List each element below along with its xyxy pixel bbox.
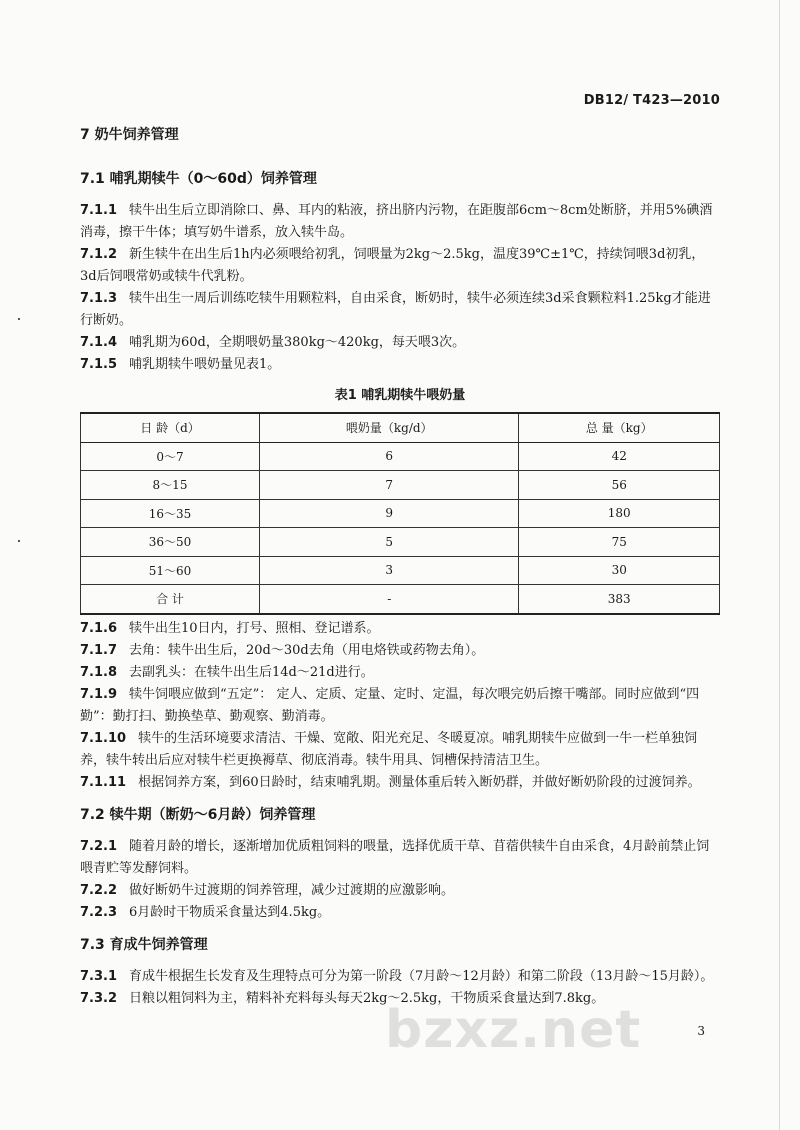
table-row [81, 528, 720, 557]
clause-number: 7.1.11 [80, 774, 127, 790]
clause-text: 去角：犊牛出生后，20d～30d去角（用电烙铁或药物去角）。 [129, 642, 485, 658]
milk-feeding-table [80, 412, 720, 615]
scan-speck [18, 318, 20, 320]
clause [80, 902, 720, 924]
clause-number: 7.2.3 [80, 904, 118, 920]
cell-age: 51～60 [81, 556, 260, 585]
table-row [81, 442, 720, 471]
cell-daily-milk: 7 [260, 471, 519, 500]
clause-text: 根据饲养方案，到60日龄时，结束哺乳期。测量体重后转入断奶群，并做好断奶阶段的过渡饲养。 [138, 774, 701, 790]
clause [80, 618, 720, 640]
clause [80, 662, 720, 684]
clause-number: 7.1.3 [80, 291, 118, 306]
cell-age: 36～50 [81, 528, 260, 557]
page-number: 3 [697, 1024, 705, 1038]
clause-number: 7.1.2 [80, 247, 118, 262]
clause-text: 育成牛根据生长发育及生理特点可分为第一阶段（7月龄～12月龄）和第二阶段（13月龄～15月龄）。 [129, 968, 714, 984]
scan-speck [18, 540, 20, 542]
clause-number: 7.1.1 [80, 203, 118, 218]
clause-number: 7.1.4 [80, 335, 118, 350]
cell-age: 16～35 [81, 499, 260, 528]
table-row [81, 499, 720, 528]
clause-text: 犊牛饲喂应做到“五定”： 定人、定质、定量、定时、定温，每次喂完奶后擦干嘴部。同时应做到“四勤”：勤打扫、勤换垫草、勤观察、勤消毒。 [80, 686, 700, 724]
clause-text: 哺乳期犊牛喂奶量见表1。 [129, 357, 281, 372]
clause-text: 做好断奶牛过渡期的饲养管理，减少过渡期的应激影响。 [129, 882, 455, 898]
clause [80, 836, 720, 880]
clause-text: 新生犊牛在出生后1h内必须喂给初乳，饲喂量为2kg～2.5kg，温度39℃±1℃，持续饲喂3d初乳，3d后饲喂常奶或犊牛代乳粉。 [80, 247, 705, 284]
clause-text: 日粮以粗饲料为主，精料补充料每头每天2kg～2.5kg，干物质采食量达到7.8kg。 [129, 990, 605, 1006]
clause-number: 7.1.10 [80, 730, 127, 746]
clause-number: 7.1.8 [80, 664, 118, 680]
clause [80, 640, 720, 662]
clause [80, 966, 720, 988]
clause [80, 354, 720, 376]
clause-number: 7.2.1 [80, 838, 118, 854]
cell-total: 383 [519, 585, 720, 614]
section-7-1-title: 7.1 哺乳期犊牛（0～60d）饲养管理 [80, 171, 317, 187]
cell-age: 0～7 [81, 442, 260, 471]
site-watermark: bzxz.net [385, 1000, 642, 1060]
cell-daily-milk: 9 [260, 499, 519, 528]
section-7-title: 7 奶牛饲养管理 [80, 127, 179, 143]
page-body [80, 124, 720, 1010]
scan-edge [779, 0, 780, 1130]
clause-number: 7.3.2 [80, 990, 118, 1006]
table-row [81, 471, 720, 500]
cell-total: 56 [519, 471, 720, 500]
section-7-1-items-continued [80, 618, 720, 794]
clause [80, 200, 720, 244]
table-1-title: 表1 哺乳期犊牛喂奶量 [334, 388, 466, 403]
table-total-row [81, 585, 720, 614]
clause [80, 684, 720, 728]
clause-text: 6月龄时干物质采食量达到4.5kg。 [129, 904, 331, 920]
clause-text: 随着月龄的增长，逐渐增加优质粗饲料的喂量，选择优质干草、苜蓿供犊牛自由采食，4月龄前禁止饲喂青贮等发酵饲料。 [80, 838, 710, 876]
clause [80, 772, 720, 794]
clause-number: 7.1.7 [80, 642, 118, 658]
clause [80, 332, 720, 354]
cell-total: 30 [519, 556, 720, 585]
header-age: 日 龄（d） [81, 413, 260, 442]
cell-total: 180 [519, 499, 720, 528]
section-7-2-title: 7.2 犊牛期（断奶～6月龄）饲养管理 [80, 806, 316, 823]
section-7-1-items [80, 200, 720, 376]
cell-age: 合 计 [81, 585, 260, 614]
section-7-2-items [80, 836, 720, 924]
cell-total: 42 [519, 442, 720, 471]
cell-daily-milk: 6 [260, 442, 519, 471]
cell-age: 8～15 [81, 471, 260, 500]
clause-text: 犊牛出生一周后训练吃犊牛用颗粒料，自由采食，断奶时，犊牛必须连续3d采食颗粒料1.25kg才能进行断奶。 [80, 291, 711, 328]
clause-text: 犊牛的生活环境要求清洁、干燥、宽敞、阳光充足、冬暖夏凉。哺乳期犊牛应做到一牛一栏单独饲养，犊牛转出后应对犊牛栏更换褥草、彻底消毒。犊牛用具、饲槽保持清洁卫生。 [80, 730, 698, 768]
clause-number: 7.1.5 [80, 357, 118, 372]
clause-number: 7.1.9 [80, 686, 118, 702]
clause-number: 7.1.6 [80, 620, 118, 636]
cell-daily-milk: 5 [260, 528, 519, 557]
clause [80, 880, 720, 902]
section-7-3-title: 7.3 育成牛饲养管理 [80, 936, 208, 953]
clause-text: 哺乳期为60d，全期喂奶量380kg～420kg，每天喂3次。 [129, 335, 466, 350]
clause-number: 7.3.1 [80, 968, 118, 984]
clause-text: 犊牛出生后立即消除口、鼻、耳内的粘液，挤出脐内污物，在距腹部6cm～8cm处断脐，并用5%碘酒消毒，擦干牛体；填写奶牛谱系，放入犊牛岛。 [80, 203, 713, 240]
clause [80, 728, 720, 772]
clause [80, 288, 720, 332]
clause-text: 去副乳头：在犊牛出生后14d～21d进行。 [129, 664, 374, 680]
header-total: 总 量（kg） [519, 413, 720, 442]
table-header-row [81, 413, 720, 442]
clause-number: 7.2.2 [80, 882, 118, 898]
cell-total: 75 [519, 528, 720, 557]
table-row [81, 556, 720, 585]
cell-daily-milk: - [260, 585, 519, 614]
clause-text: 犊牛出生10日内，打号、照相、登记谱系。 [129, 620, 380, 636]
document-code: DB12/ T423—2010 [583, 93, 720, 108]
clause [80, 244, 720, 288]
header-daily-milk: 喂奶量（kg/d） [260, 413, 519, 442]
cell-daily-milk: 3 [260, 556, 519, 585]
